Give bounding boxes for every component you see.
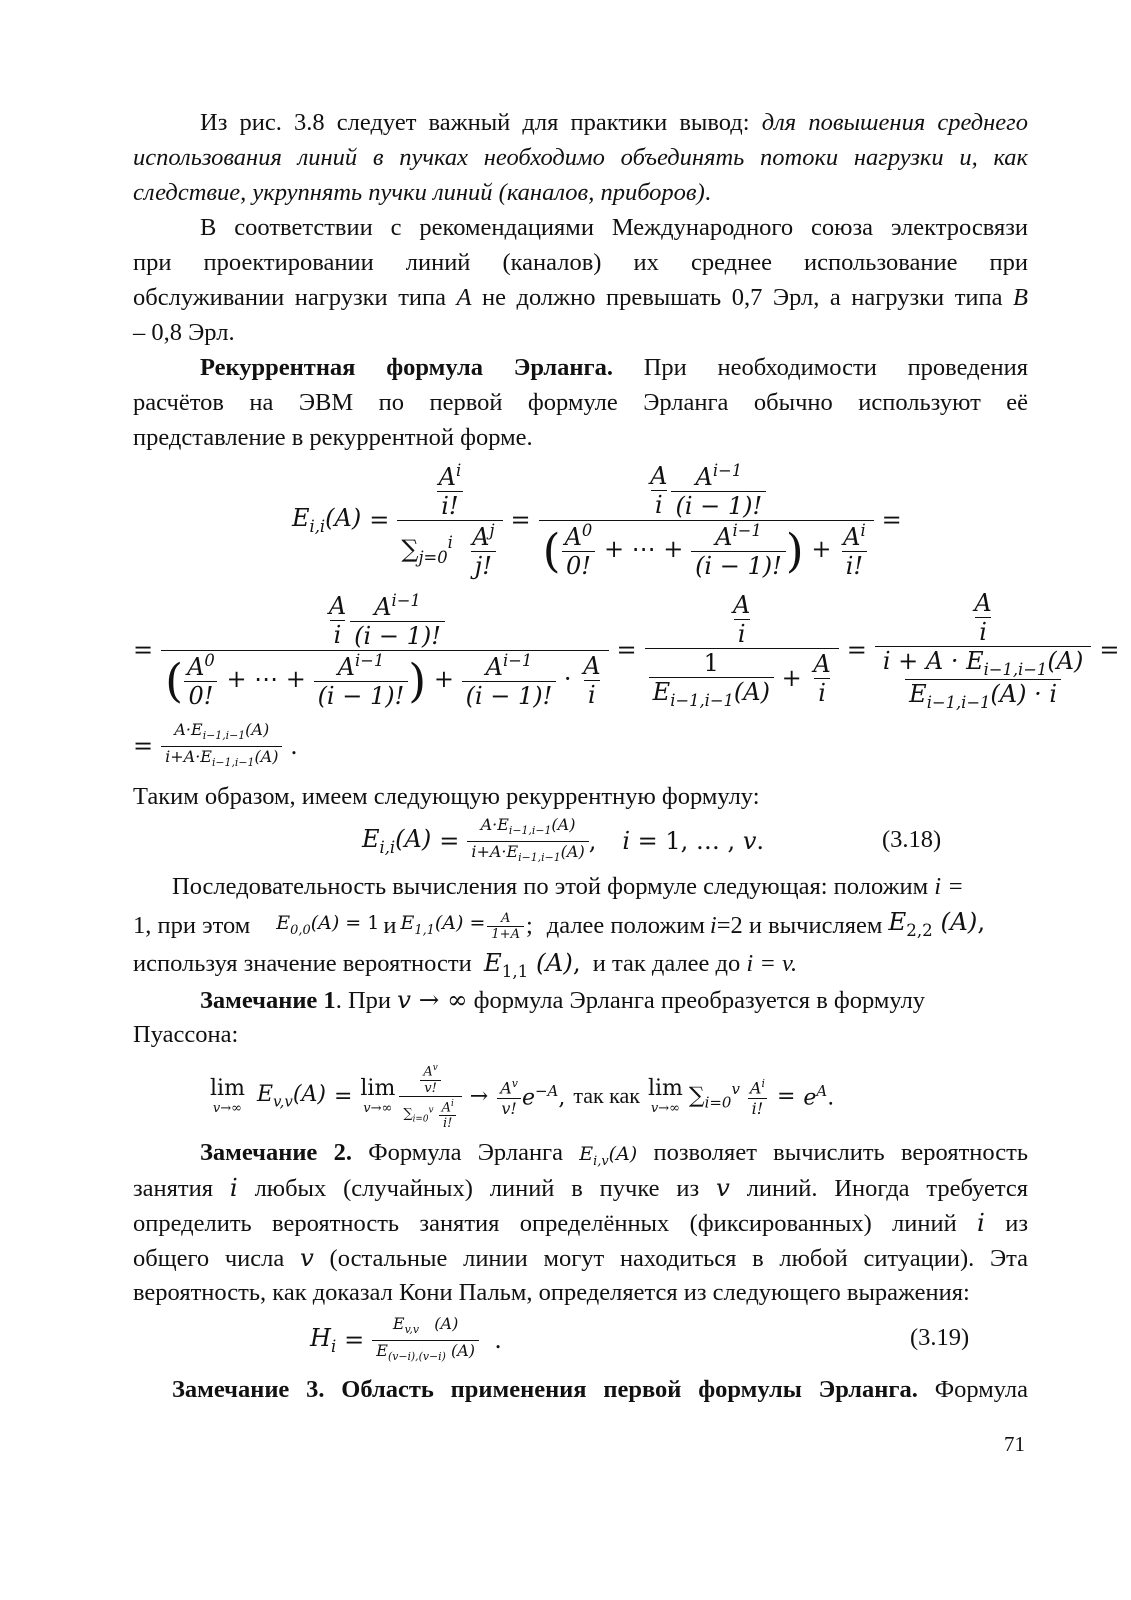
p5-line3: используя значение вероятности $E_{1,1}$ (A), и так далее до i = v. [133, 948, 798, 981]
p4-line1: Таким образом, имеем следующую рекуррентную формулу: [133, 783, 760, 810]
note2-line3: определить вероятность занятия определённых (фиксированных) линий i из [133, 1208, 1029, 1237]
equation-number-3-19: (3.19) [910, 1324, 970, 1351]
p2-line1: В соответствии с рекомендациями Международного союза электросвязи [200, 214, 1028, 241]
p3-line2: расчётов на ЭВМ по первой формуле Эрланга обычно используют её [133, 389, 1028, 416]
equation-number-3-18: (3.18) [882, 826, 942, 853]
p2-line3: обслуживании нагрузки типа A не должно превышать 0,7 Эрл, а нагрузки типа B [133, 284, 1028, 311]
palm-formula: $H_i$ = $\frac{E_{v,v} (A)}{E_{(v-i),(v-i)} (A)}$ . [310, 1312, 502, 1368]
p2-line2: при проектировании линий (каналов) их среднее использование при [133, 249, 1028, 276]
p2-line4: – 0,8 Эрл. [133, 319, 235, 346]
p1-line1: Из рис. 3.8 следует важный для практики вывод: для повышения среднего [200, 109, 1028, 136]
note2-line1: Замечание 2. Формула Эрланга $E_{i,v}(A)$ позволяет вычислить вероятность [200, 1139, 1029, 1169]
poisson-limit-formula: lim v→∞ $E_{v,v}(A)$ = lim v→∞ $\frac{A^v}{v!}$ $\sum_{i=0}^v$ $\frac{A^i}{i!}$ → $\frac{A^v}{v!}$ $e^{-A}$, так как lim v→∞ $\sum_{i=0}^v$ $\frac{A^i}{i!}$ = $e^A$. [210, 1063, 835, 1131]
p1-line2: использования линий в пучках необходимо объединять потоки нагрузки и, как [133, 144, 1028, 171]
p3-line3: представление в рекуррентной форме. [133, 424, 533, 451]
note3-line1: Замечание 3. Область применения первой формулы Эрланга. Формула [172, 1376, 1028, 1403]
erlang-formula-row3: = $\frac{A\cdot E_{i-1,i-1}(A)}{i+A\cdot E_{i-1,i-1}(A)}$ . [133, 718, 298, 774]
page-number: 71 [1004, 1432, 1025, 1456]
p3-line1: Рекуррентная формула Эрланга. При необходимости проведения [200, 354, 1028, 381]
p5-line2: 1, при этом $E_{0,0}(A) = 1$ и $E_{1,1}(A)$ = $\frac{A}{1+A}$ ; далее положим i =2 и вычисляем $E_{2,2}$ (A), [133, 907, 986, 942]
recurrent-formula: $E_{i,i}(A)$ = $\frac{A\cdot E_{i-1,i-1}(A)}{i+A\cdot E_{i-1,i-1}(A)}$ , i = 1, … , v. [362, 815, 764, 867]
note2-line4: общего числа v (остальные линии могут находиться в любой ситуации). Эта [133, 1243, 1029, 1272]
erlang-formula-row1: $E_{i,i}(A)$ = $\frac{A^i}{i!}$ $\sum_{j=0}^i$ $\frac{A^j}{j!}$ = $\frac{A}{i}$ $\frac{A^{i-1}}{(i - 1)!}$ ( $\frac{A^0}{0!}$ + ⋯ + $\frac{A^{i-1}}{(i - 1)!}$ ) + $\frac{A^i}{i!}$ = [292, 460, 902, 580]
note1-line2: Пуассона: [133, 1021, 239, 1048]
erlang-formula-row2: = $\frac{A}{i}$ $\frac{A^{i-1}}{(i - 1)!}$ ( $\frac{A^0}{0!}$ + ⋯ + $\frac{A^{i-1}}{(i - 1)!}$ ) + $\frac{A^{i-1}}{(i - 1)!}$ · $\frac{A}{i}$ = $\frac{A}{i}$ $\frac{1}{E_{i-1,i-1}(A)}$ + $\frac{A}{i}$ = $\frac{\frac{A}{i}}{\frac{i + A \cdot E_{i-1,i-1}(A)}{E_{i-1,i-1}(A) \cdot i}}$ = [133, 588, 1120, 712]
p5-line1: Последовательность вычисления по этой формуле следующая: положим i = [172, 873, 964, 900]
note2-line5: вероятность, как доказал Кони Пальм, определяется из следующего выражения: [133, 1279, 970, 1306]
note2-line2: занятия i любых (случайных) линий в пучке из v линий. Иногда требуется [133, 1173, 1029, 1202]
note1-line1: Замечание 1. При v → ∞ формула Эрланга преобразуется в формулу [200, 985, 926, 1014]
p1-line3: следствие, укрупнять пучки линий (каналов, приборов). [133, 179, 711, 206]
